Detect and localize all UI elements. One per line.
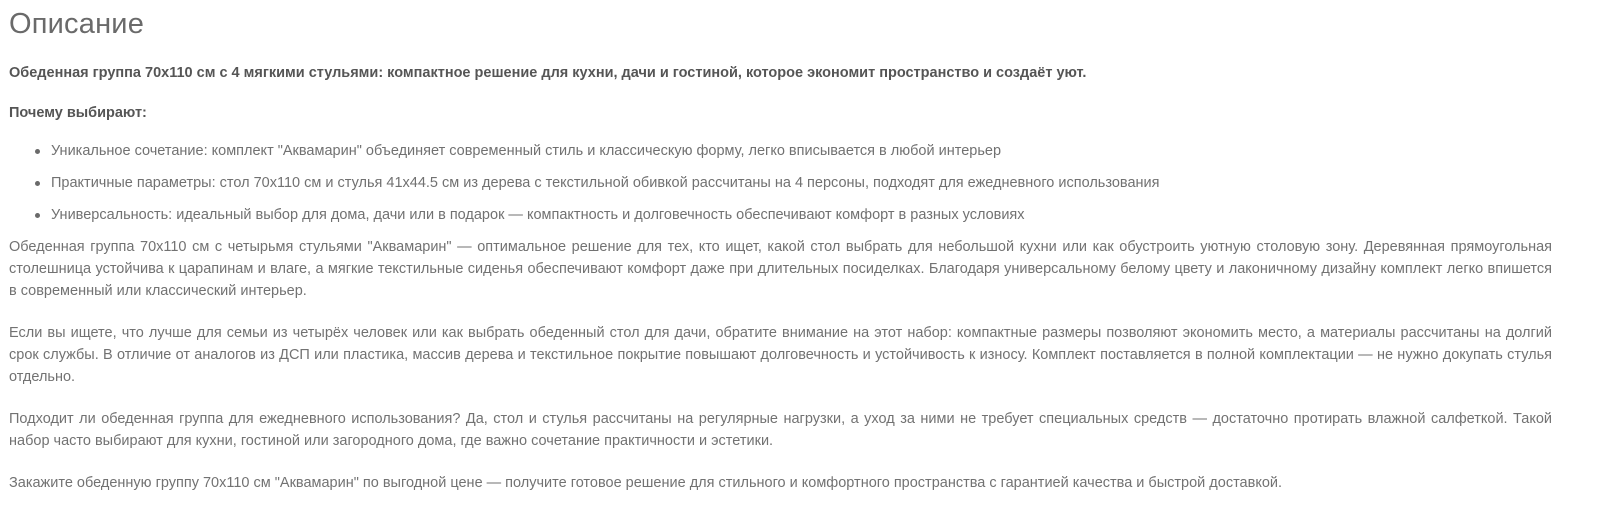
body-paragraph: Подходит ли обеденная группа для ежедневного использования? Да, стол и стулья рассчитаны на регулярные нагрузки, а уход за ними не требует специальных средств — достаточно протирать влажной салфеткой. Такой набор часто выбирают для кухни, гостиной или загородного дома, где важно сочетание практичности и эстетики. xyxy=(9,411,1552,449)
why-heading: Почему выбирают: xyxy=(9,105,147,121)
section-title: Описание xyxy=(9,8,145,40)
body-paragraph: Обеденная группа 70х110 см с четырьмя стульями "Аквамарин" — оптимальное решение для тех, кто ищет, какой стол выбрать для небольшой кухни или как обустроить уютную столовую зону. Деревянная прямоугольная столешница устойчива к царапинам и влаге, а мягкие текстильные сиденья обеспечивают комфорт даже при длительных посиделках. Благодаря универсальному белому цвету и лаконичному дизайну комплект легко впишется в современный или классический интерьер. xyxy=(9,239,1552,299)
lead-paragraph: Обеденная группа 70х110 см с 4 мягкими стульями: компактное решение для кухни, дачи и гостиной, которое экономит пространство и создаёт уют. xyxy=(9,65,1087,81)
body-paragraph: Закажите обеденную группу 70х110 см "Аквамарин" по выгодной цене — получите готовое решение для стильного и комфортного пространства с гарантией качества и быстрой доставкой. xyxy=(9,475,1283,491)
benefits-list xyxy=(9,140,1552,226)
list-item: Практичные параметры: стол 70х110 см и стулья 41х44.5 см из дерева с текстильной обивкой рассчитаны на 4 персоны, подходят для ежедневного использования xyxy=(35,172,1552,194)
body-paragraph: Если вы ищете, что лучше для семьи из четырёх человек или как выбрать обеденный стол для дачи, обратите внимание на этот набор: компактные размеры позволяют экономить место, а материалы рассчитаны на долгий срок службы. В отличие от аналогов из ДСП или пластика, массив дерева и текстильное покрытие повышают долговечность и устойчивость к износу. Комплект поставляется в полной комплектации — не нужно докупать стулья отдельно. xyxy=(9,325,1552,385)
list-item: Универсальность: идеальный выбор для дома, дачи или в подарок — компактность и долговечность обеспечивают комфорт в разных условиях xyxy=(35,204,1552,226)
list-item: Уникальное сочетание: комплект "Аквамарин" объединяет современный стиль и классическую форму, легко вписывается в любой интерьер xyxy=(35,140,1552,162)
